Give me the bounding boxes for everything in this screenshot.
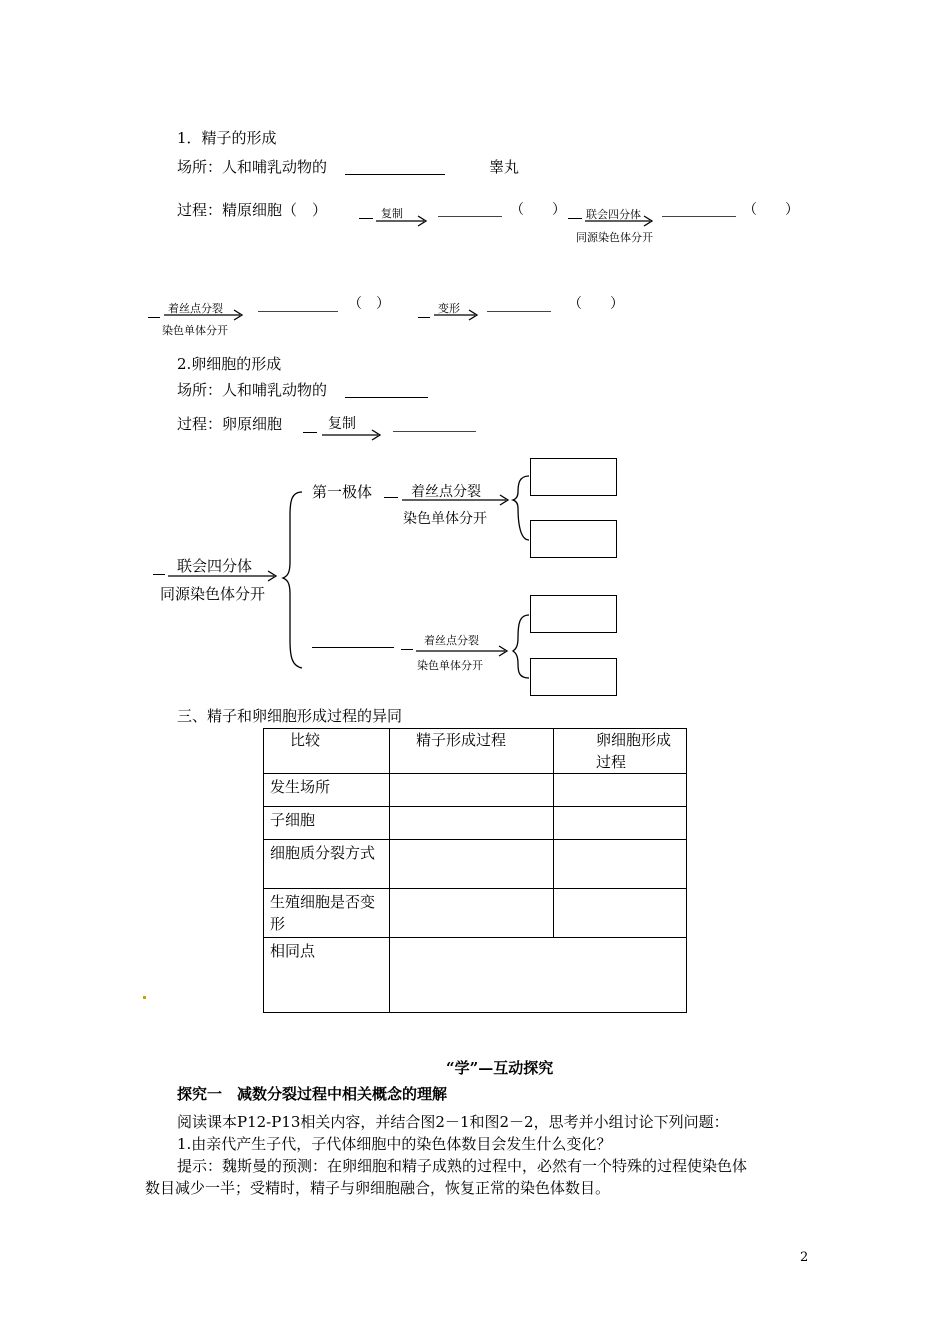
transform-step-label: 变形 [438,302,460,315]
explore-subheading: 探究一 减数分裂过程中相关概念的理解 [177,1085,448,1103]
row-label-cell: 细胞质分裂方式 [264,840,390,889]
egg-answer-cell[interactable] [554,774,687,807]
table-row [264,840,687,889]
egg-answer-cell[interactable] [554,807,687,840]
egg-chromatid-label-2: 染色单体分开 [417,659,483,672]
table-row [264,938,687,1013]
yellow-dot-mark [143,996,146,999]
table-row [264,774,687,807]
explore-intro: 阅读课本P12-P13相关内容，并结合图2－1和图2－2，思考并小组讨论下列问题： [177,1113,729,1131]
homolog-separation-label: 同源染色体分开 [576,231,653,244]
explore-question-1: 1.由亲代产生子代，子代体细胞中的染色体数目会发生什么变化？ [177,1135,612,1153]
table-header-row [264,729,687,774]
egg-homolog-label: 同源染色体分开 [160,585,266,603]
sperm-answer-cell[interactable] [390,840,554,889]
row-label-cell: 子细胞 [264,807,390,840]
table-header-cell: 卵细胞形成过程 [554,729,687,774]
explore-hint-line-2: 数目减少一半；受精时，精子与卵细胞融合，恢复正常的染色体数目。 [145,1179,611,1197]
egg-answer-cell[interactable] [554,889,687,938]
paren-1: （ ） [510,202,566,218]
sperm-process-label: 过程：精原细胞（ ） [177,201,328,219]
egg-process-label: 过程：卵原细胞 [177,415,283,433]
explore-hint-line-1: 提示：魏斯曼的预测：在卵细胞和精子成熟的过程中，必然有一个特殊的过程使染色体 [177,1157,748,1175]
egg-place-label: 场所：人和哺乳动物的 [177,381,328,399]
polar-body-label: 第一极体 [312,483,373,501]
table-row [264,889,687,938]
row-label-cell: 发生场所 [264,774,390,807]
row-label-cell: 相同点 [264,938,390,1013]
egg-answer-cell[interactable] [554,840,687,889]
chromatid-separation-label: 染色单体分开 [162,324,228,337]
page-number: 2 [800,1250,809,1265]
explore-heading: “学”—互动探究 [446,1059,554,1077]
paren-3: （ ） [348,296,390,312]
paren-2: （ ） [743,202,799,218]
sperm-place-label: 场所：人和哺乳动物的 [177,158,328,176]
egg-section-title: 2.卵细胞的形成 [177,355,282,373]
paren-4: （ ） [568,296,624,312]
table-header-cell: 精子形成过程 [390,729,554,774]
table-header-cell: 比较 [264,729,390,774]
comparison-section-title: 三、精子和卵细胞形成过程的异同 [177,707,403,725]
sperm-place-answer: 睾丸 [489,158,520,176]
row-label-cell: 生殖细胞是否变形 [264,889,390,938]
comparison-table [263,728,687,1013]
replicate-step-label: 复制 [381,207,403,220]
egg-centromere-label-2: 着丝点分裂 [424,634,479,647]
sperm-section-title: 1．精子的形成 [177,129,277,147]
centromere-step-label: 着丝点分裂 [168,302,223,315]
synapsis-step-label: 联会四分体 [586,208,641,221]
table-row [264,807,687,840]
egg-chromatid-label-1: 染色单体分开 [403,511,487,527]
sperm-answer-cell[interactable] [390,889,554,938]
egg-centromere-label-1: 着丝点分裂 [411,484,481,500]
similarity-answer-cell[interactable] [390,938,687,1013]
sperm-answer-cell[interactable] [390,807,554,840]
egg-synapsis-label: 联会四分体 [177,557,253,575]
sperm-answer-cell[interactable] [390,774,554,807]
egg-replicate-label: 复制 [328,416,356,432]
